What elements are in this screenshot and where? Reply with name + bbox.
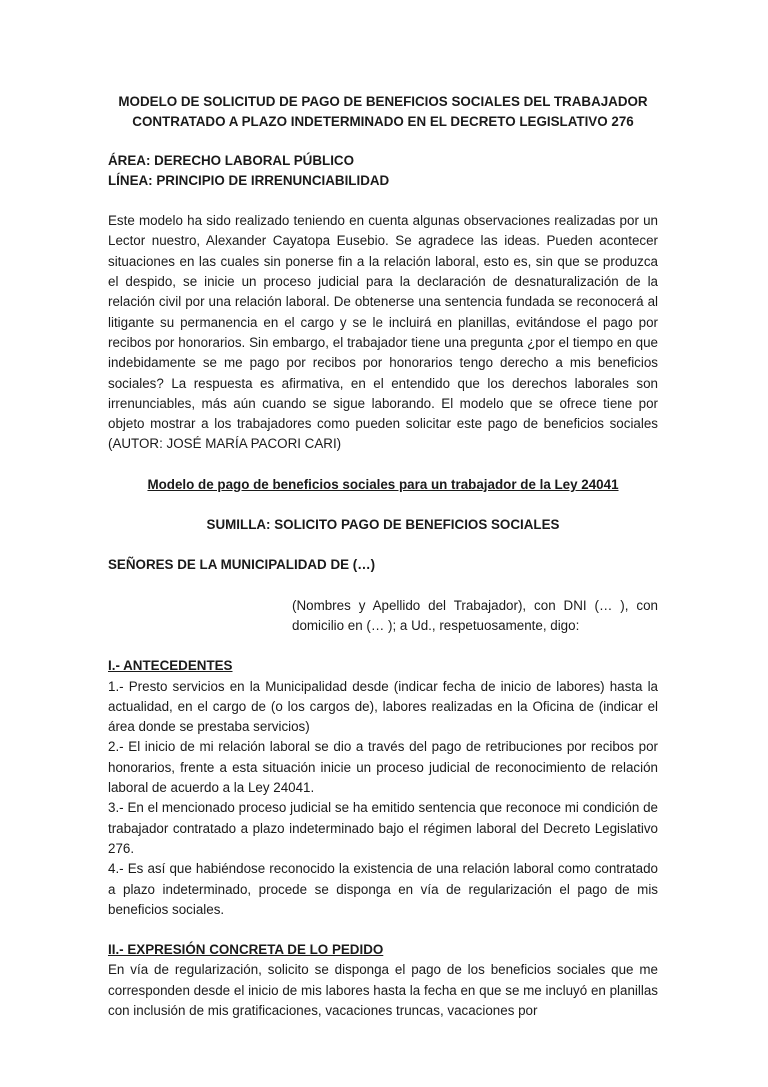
addressee: SEÑORES DE LA MUNICIPALIDAD DE (…) (108, 557, 376, 573)
pedido-paragraph: En vía de regularización, solicito se disponga el pago de los beneficios sociales que me corresponden desde el inicio de mis labores hasta la fecha en que se me incluyó en planillas con inclusión de mis gratificaciones, vacaciones truncas, vacaciones por (108, 962, 658, 1018)
section-antecedentes-title: I.- ANTECEDENTES (108, 658, 233, 674)
title-line-1: MODELO DE SOLICITUD DE PAGO DE BENEFICIOS SOCIALES DEL TRABAJADOR (118, 94, 648, 109)
antecedente-item-2: 2.- El inicio de mi relación laboral se dio a través del pago de retribuciones por recibos por honorarios, frente a esta situación inicie un proceso judicial de reconocimiento de relación laboral de acuerdo a la Ley 24041. (108, 739, 658, 796)
document-meta (108, 151, 658, 192)
antecedente-item-4: 4.- Es así que habiéndose reconocido la existencia de una relación laboral como contratado a plazo indeterminado, procede se disponga en vía de regularización el pago de mis beneficios sociales. (108, 861, 658, 917)
document-title (96, 92, 670, 133)
document-page (108, 92, 658, 1021)
antecedente-item-3: 3.- En el mencionado proceso judicial se ha emitido sentencia que reconoce mi condición de trabajador contratado a plazo indeterminado bajo el régimen laboral del Decreto Legislativo 276. (108, 800, 658, 856)
sumilla: SUMILLA: SOLICITO PAGO DE BENEFICIOS SOCIALES (206, 517, 560, 533)
intro-paragraph: Este modelo ha sido realizado teniendo en cuenta algunas observaciones realizadas por un Lector nuestro, Alexander Cayatopa Eusebio. Se agradece las ideas. Pueden acontecer situaciones en las cuales sin ponerse fin a la relación laboral, esto es, sin que se produzca el despido, se inicie un proceso judicial para la declaración de desnaturalización de la relación civil por una relación laboral. De obtenerse una sentencia fundada se reconocerá al litigante su permanencia en el cargo y se le incluirá en planillas, evitándose el pago por recibos por honorarios. Sin embargo, el trabajador tiene una pregunta ¿por el tiempo en que indebidamente se me pago por recibos por honorarios tengo derecho a mis beneficios sociales? La respuesta es afirmativa, en el entendido que los derechos laborales son irrenunciables, más aún cuando se sigue laborando. El modelo que se ofrece tiene por objeto mostrar a los trabajadores como pueden solicitar este pago de beneficios sociales (AUTOR: JOSÉ MARÍA PACORI CARI) (108, 213, 658, 452)
petitioner-paragraph: (Nombres y Apellido del Trabajador), con DNI (… ), con domicilio en (… ); a Ud., respetuosamente, digo: (292, 597, 658, 633)
title-line-2: CONTRATADO A PLAZO INDETERMINADO EN EL DECRETO LEGISLATIVO 276 (132, 114, 634, 130)
linea-label: LÍNEA: PRINCIPIO DE IRRENUNCIABILIDAD (108, 172, 390, 188)
antecedente-item-1: 1.- Presto servicios en la Municipalidad desde (indicar fecha de inicio de labores) hasta la actualidad, en el cargo de (o los cargos de), labores realizadas en la Oficina de (indicar el área donde se prestaba servicios) (108, 678, 658, 735)
area-label: ÁREA: DERECHO LABORAL PÚBLICO (108, 152, 354, 168)
section-pedido-title: II.- EXPRESIÓN CONCRETA DE LO PEDIDO (108, 942, 384, 958)
model-heading: Modelo de pago de beneficios sociales para un trabajador de la Ley 24041 (147, 476, 619, 492)
